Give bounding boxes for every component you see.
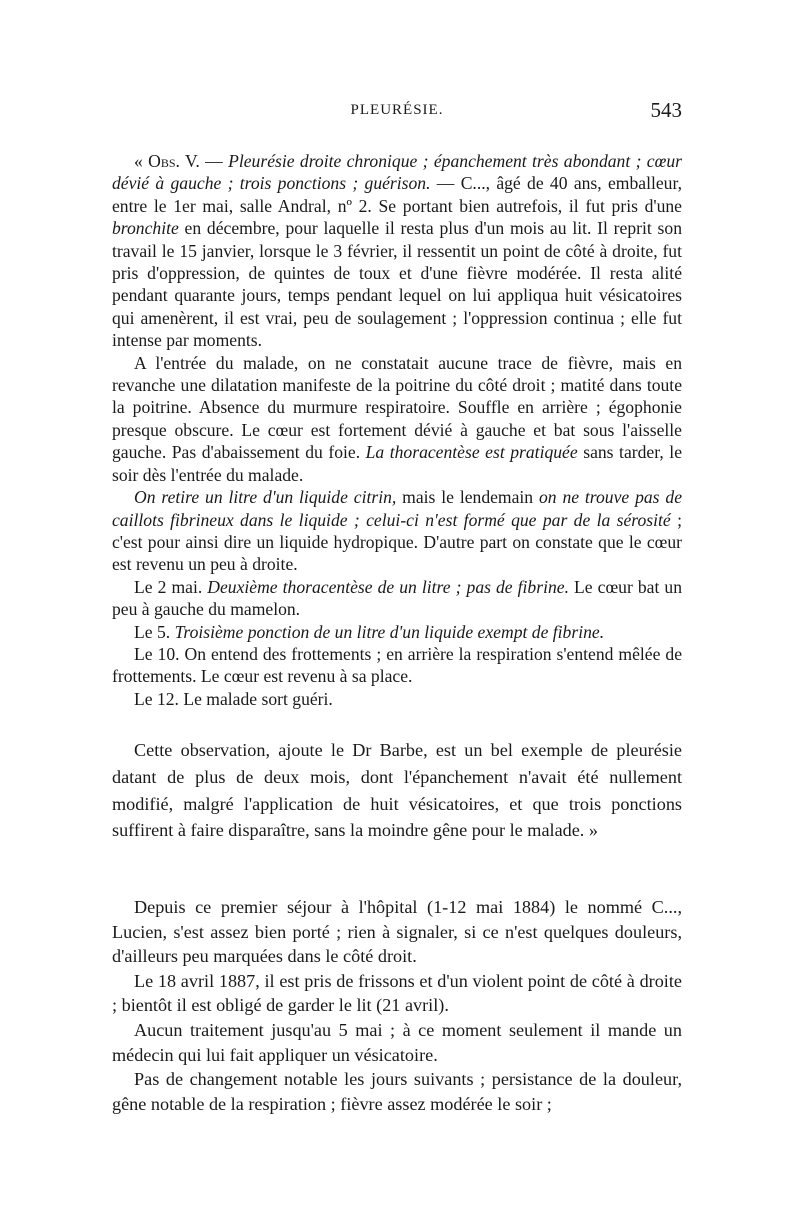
followup-paragraph-4: Pas de changement notable les jours suivants ; persistance de la douleur, gêne notable de la respiration ; fièvre assez modérée le soir ; — [112, 1069, 682, 1114]
followup-paragraph-2: Le 18 avril 1887, il est pris de frissons et d'un violent point de côté à droite ; bientôt il est obligé de garder le lit (21 avril). — [112, 970, 682, 1016]
p5-italic: Troisième ponction de un litre d'un liquide exempt de fibrine. — [174, 621, 605, 642]
p4-text-2: Le cœur bat un peu à gauche du mamelon. — [112, 576, 682, 620]
p3-text-2: ; c'est pour ainsi dire un liquide hydropique. D'autre part on constate que le cœur est revenu un peu à droite. — [112, 509, 682, 575]
p3-italic-2: on ne trouve pas de caillots fibrineux dans le liquide ; celui-ci n'est formé que par de la sérosité — [112, 487, 682, 530]
commentary-paragraph: Cette observation, ajoute le Dr Barbe, est un bel exemple de pleurésie datant de plus de deux mois, dont l'épanchement n'avait été nullement modifié, malgré l'application de huit vésicatoires, et que trois ponctions suffirent à faire disparaître, sans la moindre gêne pour le malade. » — [112, 740, 682, 841]
p3-italic: On retire un litre d'un liquide citrin, — [134, 487, 397, 508]
p2-text: A l'entrée du malade, on ne constatait aucune trace de fièvre, mais en revanche une dilatation manifeste de la poitrine du côté droit ; matité dans toute la poitrine. Absence du murmure respiratoire. Souffle en arrière ; égophonie presque obscure. Le cœur est fortement dévié à gauche et bat sous l'aisselle gauche. Pas d'abaissement du foie. — [112, 352, 682, 463]
page-number: 543 — [650, 98, 682, 122]
observation-paragraph-3 — [112, 486, 682, 576]
observation-paragraph-1 — [112, 150, 682, 352]
followup-block — [112, 895, 682, 1116]
observation-paragraph-5 — [112, 621, 682, 643]
followup-paragraph-1: Depuis ce premier séjour à l'hôpital (1-12 mai 1884) le nommé C..., Lucien, s'est assez bien porté ; rien à signaler, si ce n'est quelques douleurs, d'ailleurs peu marquées dans le côté droit. — [112, 897, 682, 967]
observation-label: « Obs. V. — [134, 151, 200, 171]
running-title: PLEURÉSIE. — [350, 102, 444, 118]
p5-text: Le 5. — [134, 621, 175, 642]
page-header — [112, 98, 682, 126]
dash: — — [199, 151, 229, 171]
p4-italic: Deuxième thoracentèse de un litre ; pas de fibrine. — [207, 576, 569, 597]
followup-paragraph-3: Aucun traitement jusqu'au 5 mai ; à ce moment seulement il mande un médecin qui lui fait appliquer un vésicatoire. — [112, 1019, 682, 1065]
p2-italic: La thoracentèse est pratiquée — [365, 442, 578, 463]
observation-paragraph-4 — [112, 576, 682, 621]
observation-italic-term: bronchite — [112, 218, 179, 239]
commentary-block — [112, 737, 682, 844]
p2-text-2: sans tarder, le soir dès l'entrée du malade. — [112, 442, 682, 485]
observation-block — [112, 150, 682, 710]
observation-paragraph-7: Le 12. Le malade sort guéri. — [134, 688, 333, 709]
p3-text: mais le lendemain — [396, 487, 539, 508]
observation-paragraph-2 — [112, 352, 682, 486]
observation-text: — C..., âgé de 40 ans, emballeur, entre le 1er mai, salle Andral, nº 2. Se portant bien autrefois, il fut pris d'une — [112, 173, 683, 216]
observation-paragraph-6: Le 10. On entend des frottements ; en arrière la respiration s'entend mêlée de frottements. Le cœur est revenu à sa place. — [112, 643, 682, 687]
observation-title: Pleurésie droite chronique ; épanchement très abondant ; cœur dévié à gauche ; trois ponctions ; guérison. — [112, 151, 682, 194]
p4-text: Le 2 mai. — [134, 576, 208, 597]
observation-text-2: en décembre, pour laquelle il resta plus d'un mois au lit. Il reprit son travail le 15 janvier, lorsque le 3 février, il ressentit un point de côté à droite, fut pris d'oppression, de quintes de toux et d'une fièvre modérée. Il resta alité pendant quarante jours, temps pendant lequel on lui appliqua huit vésicatoires qui amenèrent, il est vrai, peu de soulagement ; l'oppression continua ; elle fut intense par moments. — [112, 218, 682, 351]
